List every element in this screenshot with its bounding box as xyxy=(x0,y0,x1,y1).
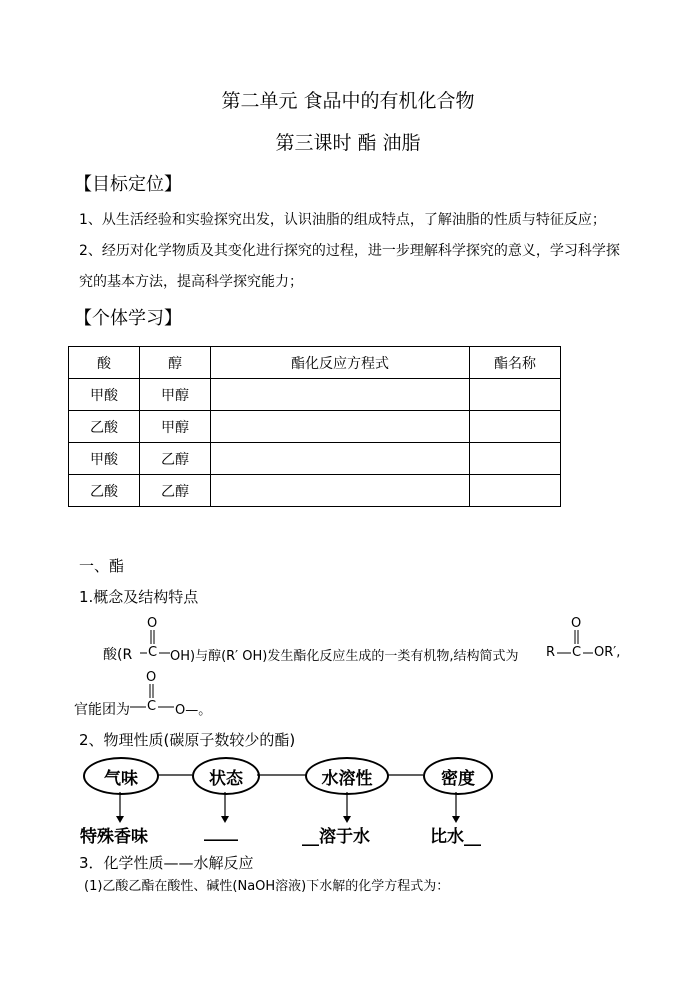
chemical-subheading: (1)乙酸乙酯在酸性、碱性(NaOH溶液)下水解的化学方程式为： xyxy=(84,879,450,894)
table-cell: 甲醇 xyxy=(140,379,211,411)
header-equation: 酯化反应方程式 xyxy=(211,347,470,379)
concept-text: OH)与醇(R′ OH)发生酯化反应生成的一类有机物,结构简式为 xyxy=(170,649,519,664)
concept-heading: 1.概念及结构特点 xyxy=(79,588,199,606)
property-value-odor: 特殊香味 xyxy=(80,827,148,847)
table-cell: 乙醇 xyxy=(140,475,211,507)
unit-title: 第二单元 食品中的有机化合物 xyxy=(221,90,475,112)
fg-prefix: 官能团为 xyxy=(74,702,130,718)
fg-O: O xyxy=(146,670,157,685)
lesson-title: 第三课时 酯 油脂 xyxy=(275,132,421,154)
table-cell: 乙醇 xyxy=(140,443,211,475)
table-cell: 甲醇 xyxy=(140,411,211,443)
part1-heading: 一、酯 xyxy=(79,557,125,575)
goal-3: 究的基本方法，提高科学探究能力； xyxy=(79,274,303,290)
table-cell: 甲酸 xyxy=(69,443,140,475)
property-oval-odor: 气味 xyxy=(83,757,159,795)
ester-R: R xyxy=(546,645,556,660)
property-oval-solubility: 水溶性 xyxy=(305,757,389,795)
acid-prefix: 酸(R xyxy=(103,647,133,663)
acid-C: C xyxy=(148,645,158,660)
ester-tail: OR′, xyxy=(594,645,621,660)
section-study-heading: 【个体学习】 xyxy=(74,308,182,329)
section-goals-heading: 【目标定位】 xyxy=(74,174,182,195)
ester-C: C xyxy=(572,645,582,660)
property-oval-state: 状态 xyxy=(192,757,260,795)
property-value-solubility[interactable]: __溶于水 xyxy=(302,827,370,847)
ester-O: O xyxy=(571,616,582,631)
table-cell: 乙酸 xyxy=(69,475,140,507)
property-oval-density: 密度 xyxy=(423,757,493,795)
chemical-heading: 3．化学性质——水解反应 xyxy=(79,854,254,872)
fg-C: C xyxy=(147,699,157,714)
physical-heading: 2、物理性质(碳原子数较少的酯) xyxy=(79,731,296,749)
header-acid: 酸 xyxy=(69,347,140,379)
goal-1: 1、从生活经验和实验探究出发，认识油脂的组成特点，了解油脂的性质与特征反应； xyxy=(79,212,606,228)
table-cell: 乙酸 xyxy=(69,411,140,443)
fg-suffix: O—。 xyxy=(175,703,212,718)
property-value-density[interactable]: 比水__ xyxy=(430,827,481,847)
header-alcohol: 醇 xyxy=(140,347,211,379)
acid-O: O xyxy=(147,616,158,631)
property-value-state[interactable]: ____ xyxy=(204,822,238,842)
header-ester-name: 酯名称 xyxy=(470,347,561,379)
goal-2: 2、经历对化学物质及其变化进行探究的过程，进一步理解科学探究的意义，学习科学探 xyxy=(79,243,620,259)
table-cell: 甲酸 xyxy=(69,379,140,411)
